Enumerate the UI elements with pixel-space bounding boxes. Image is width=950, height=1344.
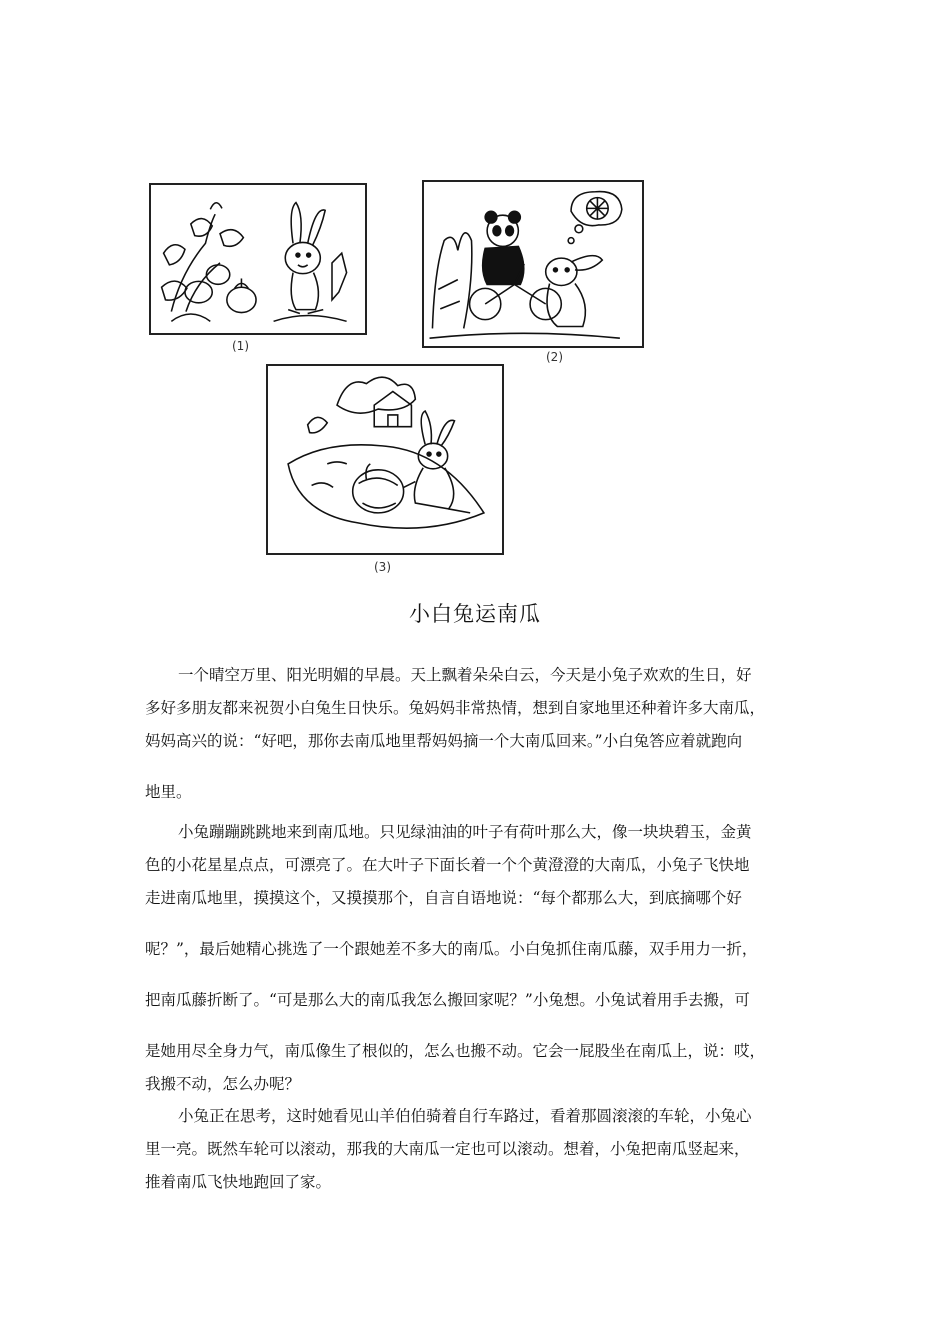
- paragraph-line: 地里。: [145, 783, 192, 801]
- illustration-2: [422, 180, 644, 348]
- caption-1: (1): [232, 339, 249, 353]
- paragraph-1: [145, 659, 810, 809]
- paragraph-line: 多好多朋友都来祝贺小白兔生日快乐。兔妈妈非常热情，想到自家地里还种着许多大南瓜，: [145, 699, 766, 717]
- paragraph-line: 把南瓜藤折断了。“可是那么大的南瓜我怎么搬回家呢？”小兔想。小兔试着用手去搬，可: [145, 991, 750, 1009]
- paragraph-line: 妈妈高兴的说：“好吧，那你去南瓜地里帮妈妈摘一个大南瓜回来。”小白兔答应着就跑向: [145, 732, 743, 750]
- paragraph-line: 是她用尽全身力气，南瓜像生了根似的，怎么也搬不动。它会一屁股坐在南瓜上，说：哎，: [145, 1042, 766, 1060]
- caption-3: (3): [374, 560, 391, 574]
- rolling-pumpkin-drawing: [268, 366, 502, 553]
- illustration-1: [149, 183, 367, 335]
- paragraph-line: 一个晴空万里、阳光明媚的早晨。天上飘着朵朵白云，今天是小兔子欢欢的生日，好: [178, 666, 752, 684]
- paragraph-line: 走进南瓜地里，摸摸这个，又摸摸那个，自言自语地说：“每个都那么大，到底摘哪个好: [145, 889, 742, 907]
- story-title: 小白兔运南瓜: [409, 602, 541, 626]
- illustration-3: [266, 364, 504, 555]
- caption-2: (2): [546, 350, 563, 364]
- paragraph-line: 小兔正在思考，这时她看见山羊伯伯骑着自行车路过，看着那圆滚滚的车轮，小兔心: [178, 1107, 752, 1125]
- paragraph-2: [145, 816, 810, 1101]
- paragraph-line: 我搬不动，怎么办呢？: [145, 1075, 301, 1093]
- paragraph-line: 推着南瓜飞快地跑回了家。: [145, 1173, 332, 1191]
- pumpkin-patch-drawing: [151, 185, 365, 333]
- panda-bicycle-drawing: [424, 182, 642, 346]
- paragraph-line: 色的小花星星点点，可漂亮了。在大叶子下面长着一个个黄澄澄的大南瓜，小兔子飞快地: [145, 856, 750, 874]
- paragraph-line: 小兔蹦蹦跳跳地来到南瓜地。只见绿油油的叶子有荷叶那么大，像一块块碧玉，金黄: [178, 823, 752, 841]
- paragraph-3: [145, 1100, 810, 1199]
- paragraph-line: 呢？”，最后她精心挑选了一个跟她差不多大的南瓜。小白兔抓住南瓜藤，双手用力一折，: [145, 940, 758, 958]
- paragraph-line: 里一亮。既然车轮可以滚动，那我的大南瓜一定也可以滚动。想着，小兔把南瓜竖起来，: [145, 1140, 750, 1158]
